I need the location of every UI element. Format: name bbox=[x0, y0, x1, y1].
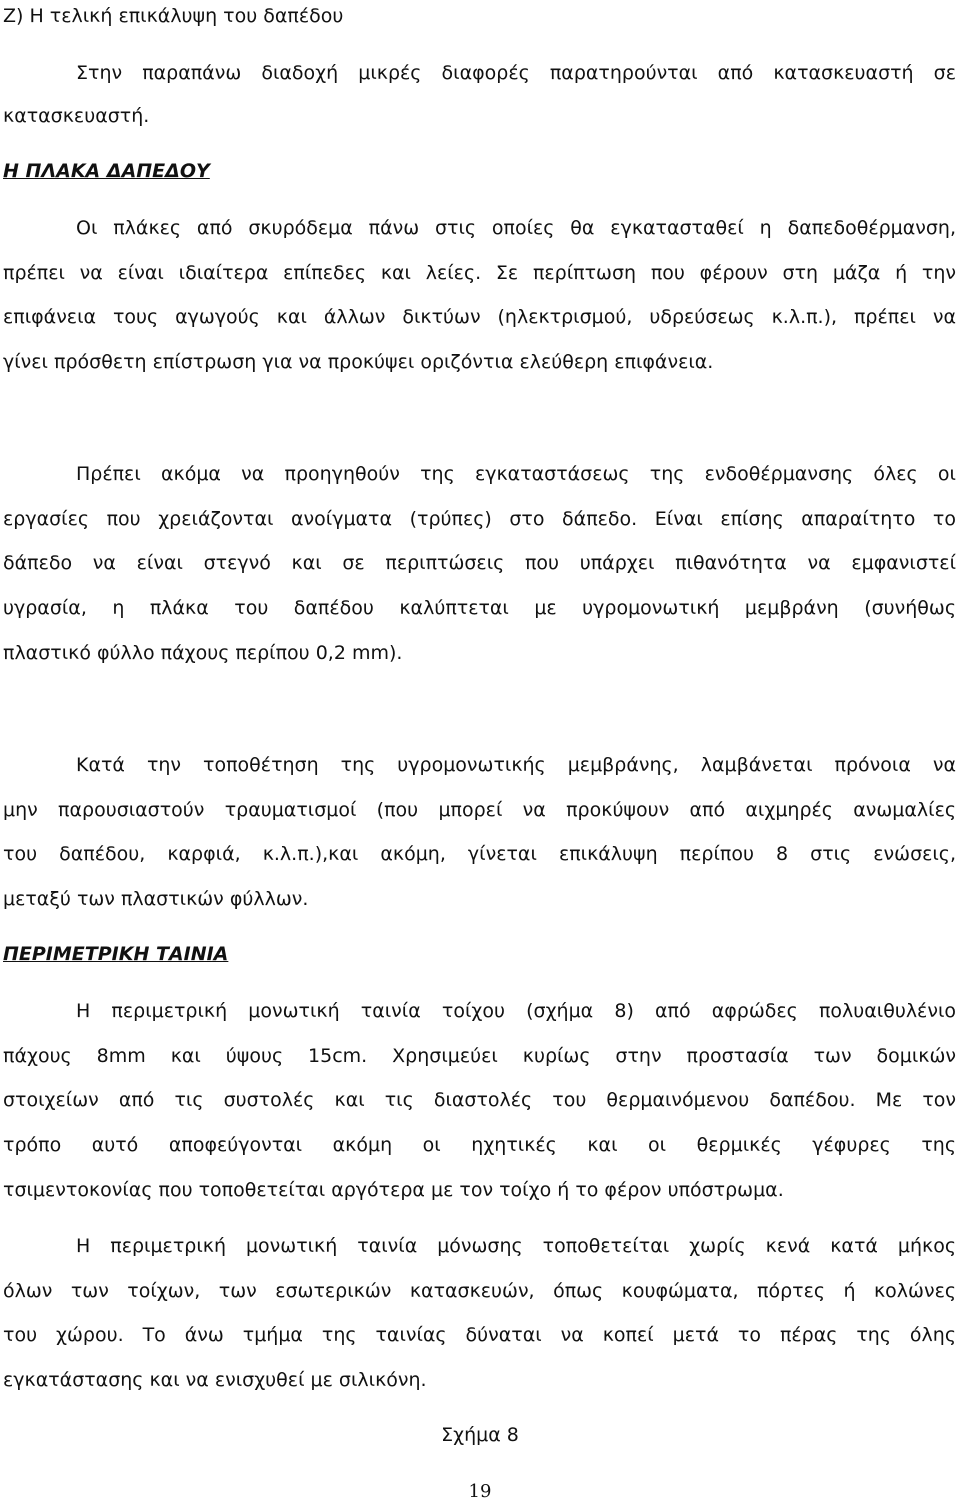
heading-perimeter-strip: ΠΕΡΙΜΕΤΡΙΚΗ ΤΑΙΝΙΑ bbox=[3, 943, 229, 965]
heading-floor-slab: Η ΠΛΑΚΑ ΔΑΠΕΔΟΥ bbox=[3, 160, 210, 182]
para1-line-2: πρέπει να είναι ιδιαίτερα επίπεδες και λείες. Σε περίπτωση που φέρουν στη μάζα ή την bbox=[3, 262, 956, 284]
para4-line-5: τσιμεντοκονίας που τοποθετείται αργότερα με τον τοίχο ή το φέρον υπόστρωμα. bbox=[3, 1179, 784, 1201]
page-number: 19 bbox=[468, 1481, 492, 1502]
section-title: Ζ) Η τελική επικάλυψη του δαπέδου bbox=[3, 5, 344, 27]
para3-line-3: του δαπέδου, καρφιά, κ.λ.π.),και ακόμη, γίνεται επικάλυψη περίπου 8 στις ενώσεις, bbox=[3, 843, 956, 865]
para5-line-2: όλων των τοίχων, των εσωτερικών κατασκευών, όπως κουφώματα, πόρτες ή κολώνες bbox=[3, 1280, 956, 1302]
para5-line-4: εγκατάστασης και να ενισχυθεί με σιλικόνη. bbox=[3, 1369, 427, 1391]
para3-line-1: Κατά την τοποθέτηση της υγρομονωτικής μεμβράνης, λαμβάνεται πρόνοια να bbox=[76, 754, 956, 776]
para1-line-1: Οι πλάκες από σκυρόδεμα πάνω στις οποίες θα εγκατασταθεί η δαπεδοθέρμανση, bbox=[76, 217, 956, 239]
para3-line-2: μην παρουσιαστούν τραυματισμοί (που μπορεί να προκύψουν από αιχμηρές ανωμαλίες bbox=[3, 799, 956, 821]
figure-caption: Σχήμα 8 bbox=[441, 1424, 519, 1446]
para2-line-2: εργασίες που χρειάζονται ανοίγματα (τρύπες) στο δάπεδο. Είναι επίσης απαραίτητο το bbox=[3, 508, 956, 530]
para2-line-3: δάπεδο να είναι στεγνό και σε περιπτώσεις που υπάρχει πιθανότητα να εμφανιστεί bbox=[3, 552, 956, 574]
para2-line-4: υγρασία, η πλάκα του δαπέδου καλύπτεται με υγρομονωτική μεμβράνη (συνήθως bbox=[3, 597, 956, 619]
para1-line-3: επιφάνεια τους αγωγούς και άλλων δικτύων (ηλεκτρισμού, υδρεύσεως κ.λ.π.), πρέπει να bbox=[3, 306, 956, 328]
para4-line-3: στοιχείων από τις συστολές και τις διαστολές του θερμαινόμενου δαπέδου. Με τον bbox=[3, 1089, 956, 1111]
para4-line-2: πάχους 8mm και ύψους 15cm. Χρησιμεύει κυρίως στην προστασία των δομικών bbox=[3, 1045, 956, 1067]
para5-line-1: Η περιμετρική μονωτική ταινία μόνωσης τοποθετείται χωρίς κενά κατά μήκος bbox=[76, 1235, 956, 1257]
para3-line-4: μεταξύ των πλαστικών φύλλων. bbox=[3, 888, 309, 910]
intro-line-1: Στην παραπάνω διαδοχή μικρές διαφορές παρατηρούνται από κατασκευαστή σε bbox=[76, 62, 956, 84]
para5-line-3: του χώρου. Το άνω τμήμα της ταινίας δύναται να κοπεί μετά το πέρας της όλης bbox=[3, 1324, 956, 1346]
para1-line-4: γίνει πρόσθετη επίστρωση για να προκύψει οριζόντια ελεύθερη επιφάνεια. bbox=[3, 351, 714, 373]
para2-line-1: Πρέπει ακόμα να προηγηθούν της εγκαταστάσεως της ενδοθέρμανσης όλες οι bbox=[76, 463, 956, 485]
intro-line-2: κατασκευαστή. bbox=[3, 105, 150, 127]
para4-line-1: Η περιμετρική μονωτική ταινία τοίχου (σχήμα 8) από αφρώδες πολυαιθυλένιο bbox=[76, 1000, 956, 1022]
para2-line-5: πλαστικό φύλλο πάχους περίπου 0,2 mm). bbox=[3, 642, 403, 664]
para4-line-4: τρόπο αυτό αποφεύγονται ακόμη οι ηχητικές και οι θερμικές γέφυρες της bbox=[3, 1134, 956, 1156]
